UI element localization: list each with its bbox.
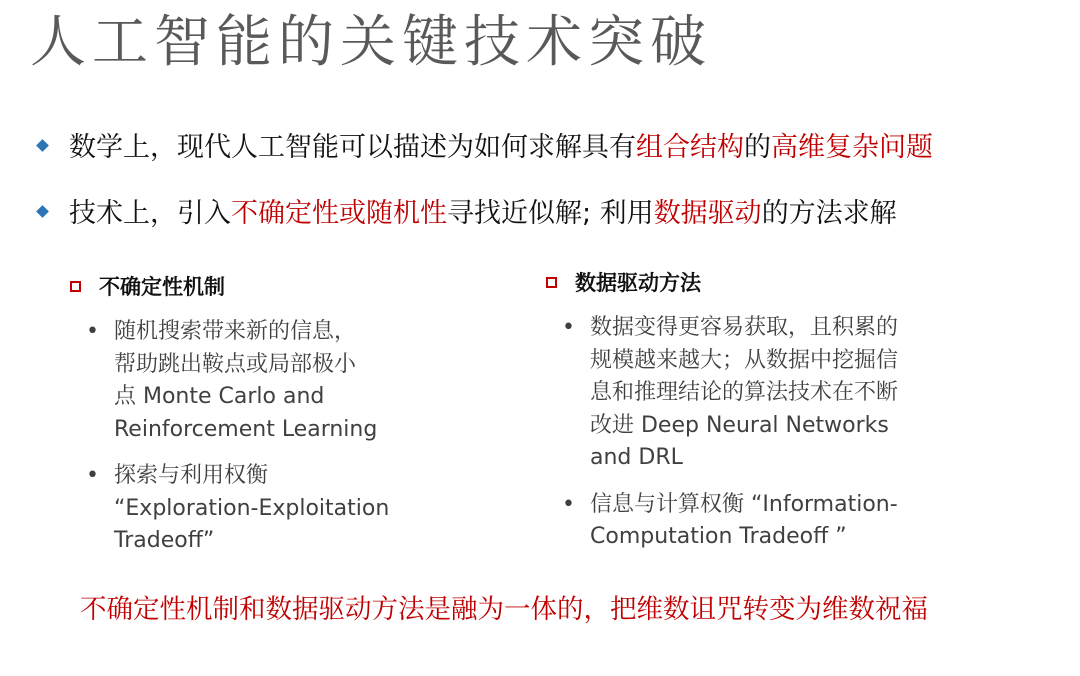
bullet-math-text: 数学上，现代人工智能可以描述为如何求解具有	[69, 132, 636, 163]
bullet-dot-icon: •	[86, 463, 99, 488]
list-item-line: “Exploration-Exploitation	[114, 495, 390, 521]
diamond-icon	[36, 139, 49, 152]
list-item-line: 点 Monte Carlo and	[114, 384, 325, 409]
page-title: 人工智能的关键技术突破	[30, 10, 712, 75]
list-item-line: 信息与计算权衡 “Information-	[590, 491, 898, 517]
left-column	[70, 272, 389, 558]
bullet-math-connector: 的	[744, 132, 771, 163]
bullet-dot-icon: •	[562, 315, 575, 340]
hollow-square-icon	[70, 281, 81, 292]
bullet-tech-highlight-uncertainty: 不确定性或随机性	[231, 198, 447, 229]
left-column-heading	[70, 272, 389, 302]
right-column	[546, 268, 898, 554]
list-item-line: 规模越来越大；从数据中挖掘信	[590, 347, 899, 373]
bullet-math-highlight-structure: 组合结构	[636, 132, 744, 163]
bullet-tech	[38, 197, 897, 231]
bullet-math	[38, 131, 933, 165]
list-item-line: and DRL	[590, 445, 683, 470]
bullet-math-highlight-problem: 高维复杂问题	[771, 132, 933, 163]
bullet-tech-tail: 的方法求解	[761, 198, 897, 229]
list-item	[70, 460, 389, 558]
list-item-line: 帮助跳出鞍点或局部极小	[114, 351, 357, 377]
list-item-line: 改进 Deep Neural Networks	[590, 412, 889, 438]
right-column-heading-text: 数据驱动方法	[575, 271, 701, 295]
bullet-dot-icon: •	[86, 319, 99, 344]
right-column-heading	[546, 268, 898, 298]
list-item-line: 数据变得更容易获取，且积累的	[590, 315, 899, 340]
list-item-line: Reinforcement Learning	[114, 416, 378, 442]
list-item	[546, 489, 898, 554]
diamond-icon	[36, 205, 49, 218]
left-column-heading-text: 不确定性机制	[99, 275, 225, 299]
list-item-line: 探索与利用权衡	[114, 463, 269, 488]
bullet-tech-connector: 寻找近似解; 利用	[447, 198, 654, 229]
conclusion-text: 不确定性机制和数据驱动方法是融为一体的，把维数诅咒转变为维数祝福	[80, 594, 928, 625]
bullet-tech-text: 技术上，引入	[69, 198, 231, 229]
bullet-dot-icon: •	[562, 491, 575, 517]
list-item-line: 随机搜索带来新的信息，	[114, 319, 357, 344]
list-item	[70, 316, 389, 446]
list-item-line: Computation Tradeoff ”	[590, 524, 847, 549]
bullet-tech-highlight-data: 数据驱动	[653, 198, 762, 229]
hollow-square-icon	[546, 277, 557, 288]
list-item-line: Tradeoff”	[114, 528, 215, 553]
list-item-line: 息和推理结论的算法技术在不断	[590, 380, 899, 405]
list-item	[546, 312, 898, 475]
